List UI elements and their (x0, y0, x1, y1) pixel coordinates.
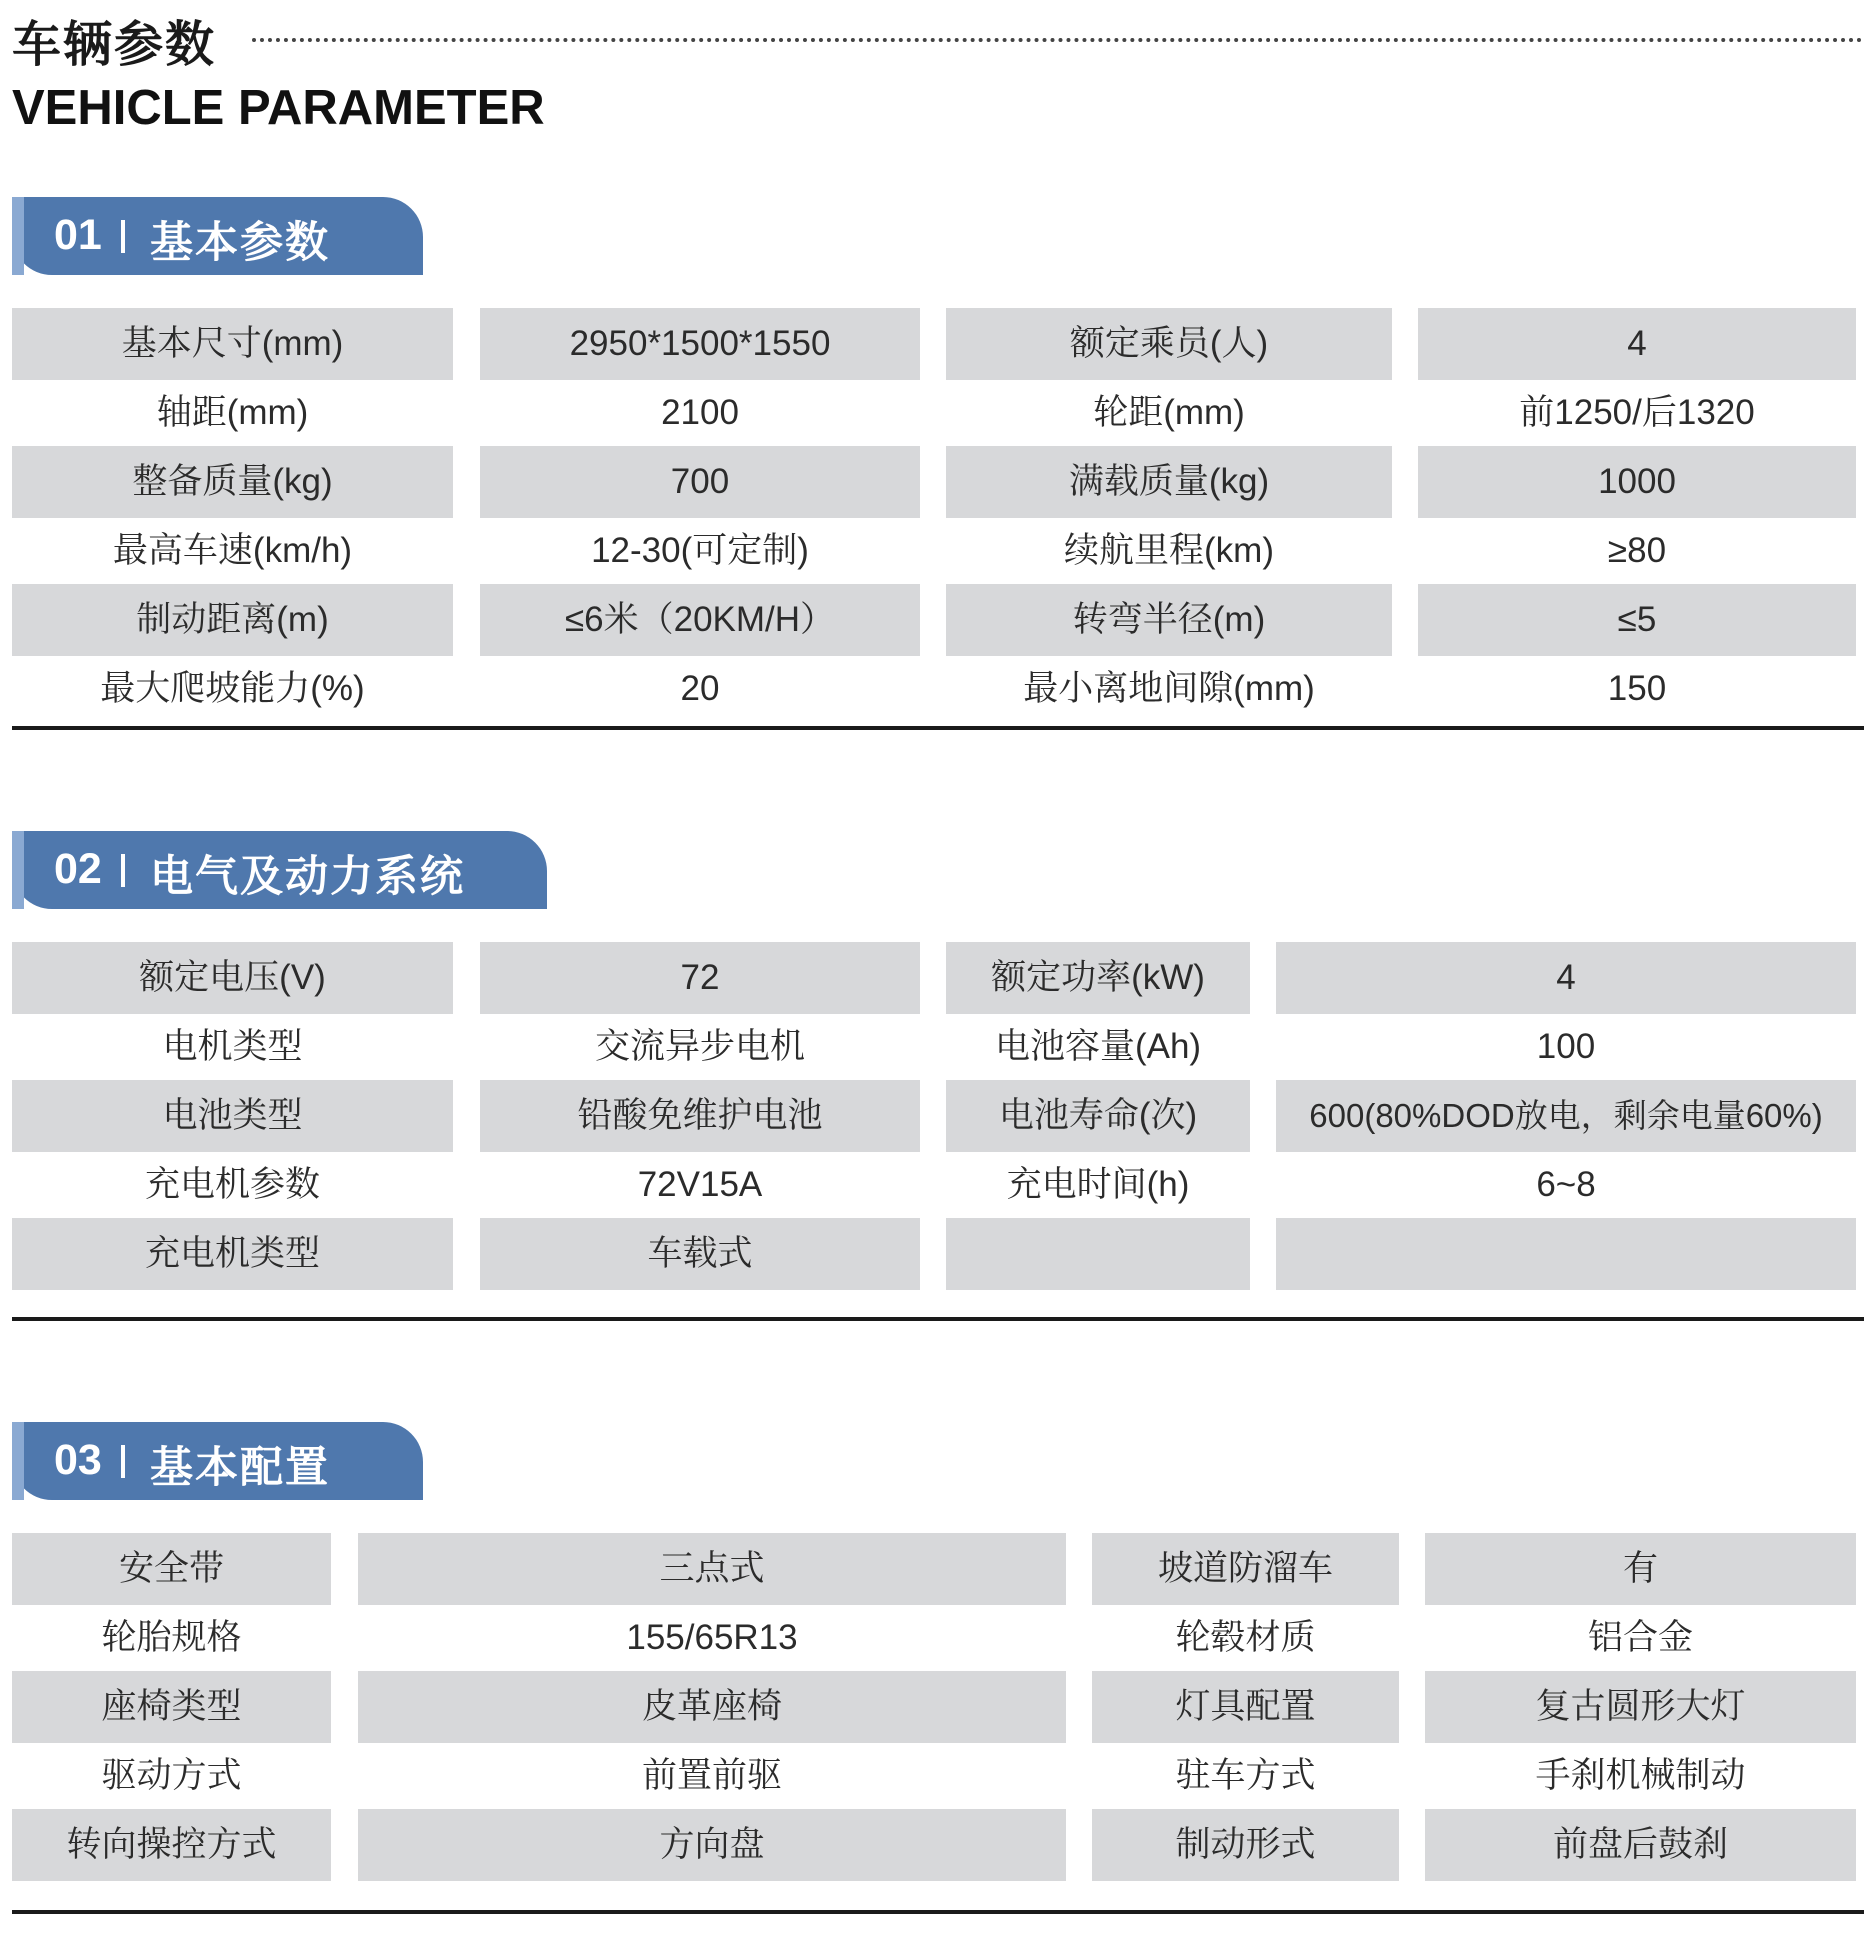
param-value: 交流异步电机 (594, 1027, 805, 1066)
config-value: 复古圆形大灯 (1425, 1671, 1856, 1743)
param-label: 基本尺寸(mm) (12, 308, 453, 380)
param-value: ≤5 (1418, 584, 1856, 656)
section-bottom-rule (12, 1317, 1864, 1321)
param-label: 充电时间(h) (1006, 1165, 1190, 1204)
section-header-accent (12, 197, 24, 275)
param-value: 12-30(可定制) (591, 531, 809, 570)
section-header-accent (12, 1422, 24, 1500)
param-label: 转弯半径(m) (946, 584, 1392, 656)
param-value: 6~8 (1536, 1165, 1596, 1204)
param-value: 700 (480, 446, 920, 518)
section-header-basic-config (12, 1422, 423, 1500)
config-label: 轮胎规格 (101, 1618, 242, 1657)
param-label: 最高车速(km/h) (112, 531, 353, 570)
config-label: 转向操控方式 (12, 1809, 331, 1881)
section-number: 03 (54, 1436, 102, 1484)
title-dotted-divider (252, 38, 1863, 42)
config-label: 座椅类型 (12, 1671, 331, 1743)
param-label: 额定电压(V) (12, 942, 453, 1014)
param-label: 电池容量(Ah) (994, 1027, 1202, 1066)
config-label: 灯具配置 (1092, 1671, 1399, 1743)
param-label: 额定乘员(人) (946, 308, 1392, 380)
param-value: 铅酸免维护电池 (480, 1080, 920, 1152)
config-value: 三点式 (358, 1533, 1066, 1605)
section-title: 基本配置 (150, 1443, 330, 1493)
param-value (1276, 1218, 1856, 1290)
param-label: 额定功率(kW) (946, 942, 1250, 1014)
section-number: 02 (54, 845, 102, 893)
config-label: 轮毂材质 (1175, 1618, 1316, 1657)
section-header-electrical-power (12, 831, 547, 909)
param-value: 2100 (661, 393, 739, 432)
config-label: 驻车方式 (1175, 1756, 1316, 1795)
config-value: 有 (1425, 1533, 1856, 1605)
param-label: 电池类型 (12, 1080, 453, 1152)
param-label: 最大爬坡能力(%) (100, 669, 365, 708)
config-value: 手刹机械制动 (1535, 1756, 1746, 1795)
section-header-accent (12, 831, 24, 909)
param-value: 前1250/后1320 (1519, 393, 1755, 432)
config-label: 安全带 (12, 1533, 331, 1605)
config-label: 制动形式 (1092, 1809, 1399, 1881)
section-bottom-rule (12, 1910, 1864, 1914)
section-title: 基本参数 (150, 218, 330, 268)
param-value: 100 (1536, 1027, 1596, 1066)
config-label: 坡道防溜车 (1092, 1533, 1399, 1605)
config-value: 155/65R13 (626, 1618, 798, 1657)
param-label: 整备质量(kg) (12, 446, 453, 518)
param-value: 4 (1276, 942, 1856, 1014)
config-value: 铝合金 (1587, 1618, 1693, 1657)
section-header-basic-params (12, 197, 423, 275)
param-value: 20 (680, 669, 720, 708)
param-value: 1000 (1418, 446, 1856, 518)
config-label: 驱动方式 (101, 1756, 242, 1795)
param-label: 电池寿命(次) (946, 1080, 1250, 1152)
param-value: 150 (1607, 669, 1667, 708)
config-value: 皮革座椅 (358, 1671, 1066, 1743)
section-number: 01 (54, 211, 102, 259)
page-title-en: VEHICLE PARAMETER (12, 81, 545, 135)
section-title: 电气及动力系统 (150, 852, 465, 902)
param-label (946, 1218, 1250, 1290)
param-value: ≤6米（20KM/H） (480, 584, 920, 656)
section-separator (121, 220, 125, 253)
param-label: 充电机参数 (144, 1165, 320, 1204)
config-value: 方向盘 (358, 1809, 1066, 1881)
param-label: 充电机类型 (12, 1218, 453, 1290)
param-value: 72V15A (637, 1165, 763, 1204)
param-value: ≥80 (1607, 531, 1667, 570)
param-value: 72 (480, 942, 920, 1014)
param-label: 最小离地间隙(mm) (1023, 669, 1315, 708)
param-label: 电机类型 (162, 1027, 303, 1066)
param-label: 轮距(mm) (1093, 393, 1245, 432)
param-label: 续航里程(km) (1064, 531, 1274, 570)
param-label: 制动距离(m) (12, 584, 453, 656)
param-value: 车载式 (480, 1218, 920, 1290)
section-separator (121, 1445, 125, 1478)
param-label: 轴距(mm) (156, 393, 309, 432)
param-value: 600(80%DOD放电，剩余电量60%) (1276, 1080, 1856, 1152)
section-separator (121, 854, 125, 887)
config-value: 前置前驱 (641, 1756, 782, 1795)
param-label: 满载质量(kg) (946, 446, 1392, 518)
param-value: 2950*1500*1550 (480, 308, 920, 380)
section-bottom-rule (12, 726, 1864, 730)
config-value: 前盘后鼓刹 (1425, 1809, 1856, 1881)
page-title-cn: 车辆参数 (12, 16, 217, 73)
param-value: 4 (1418, 308, 1856, 380)
